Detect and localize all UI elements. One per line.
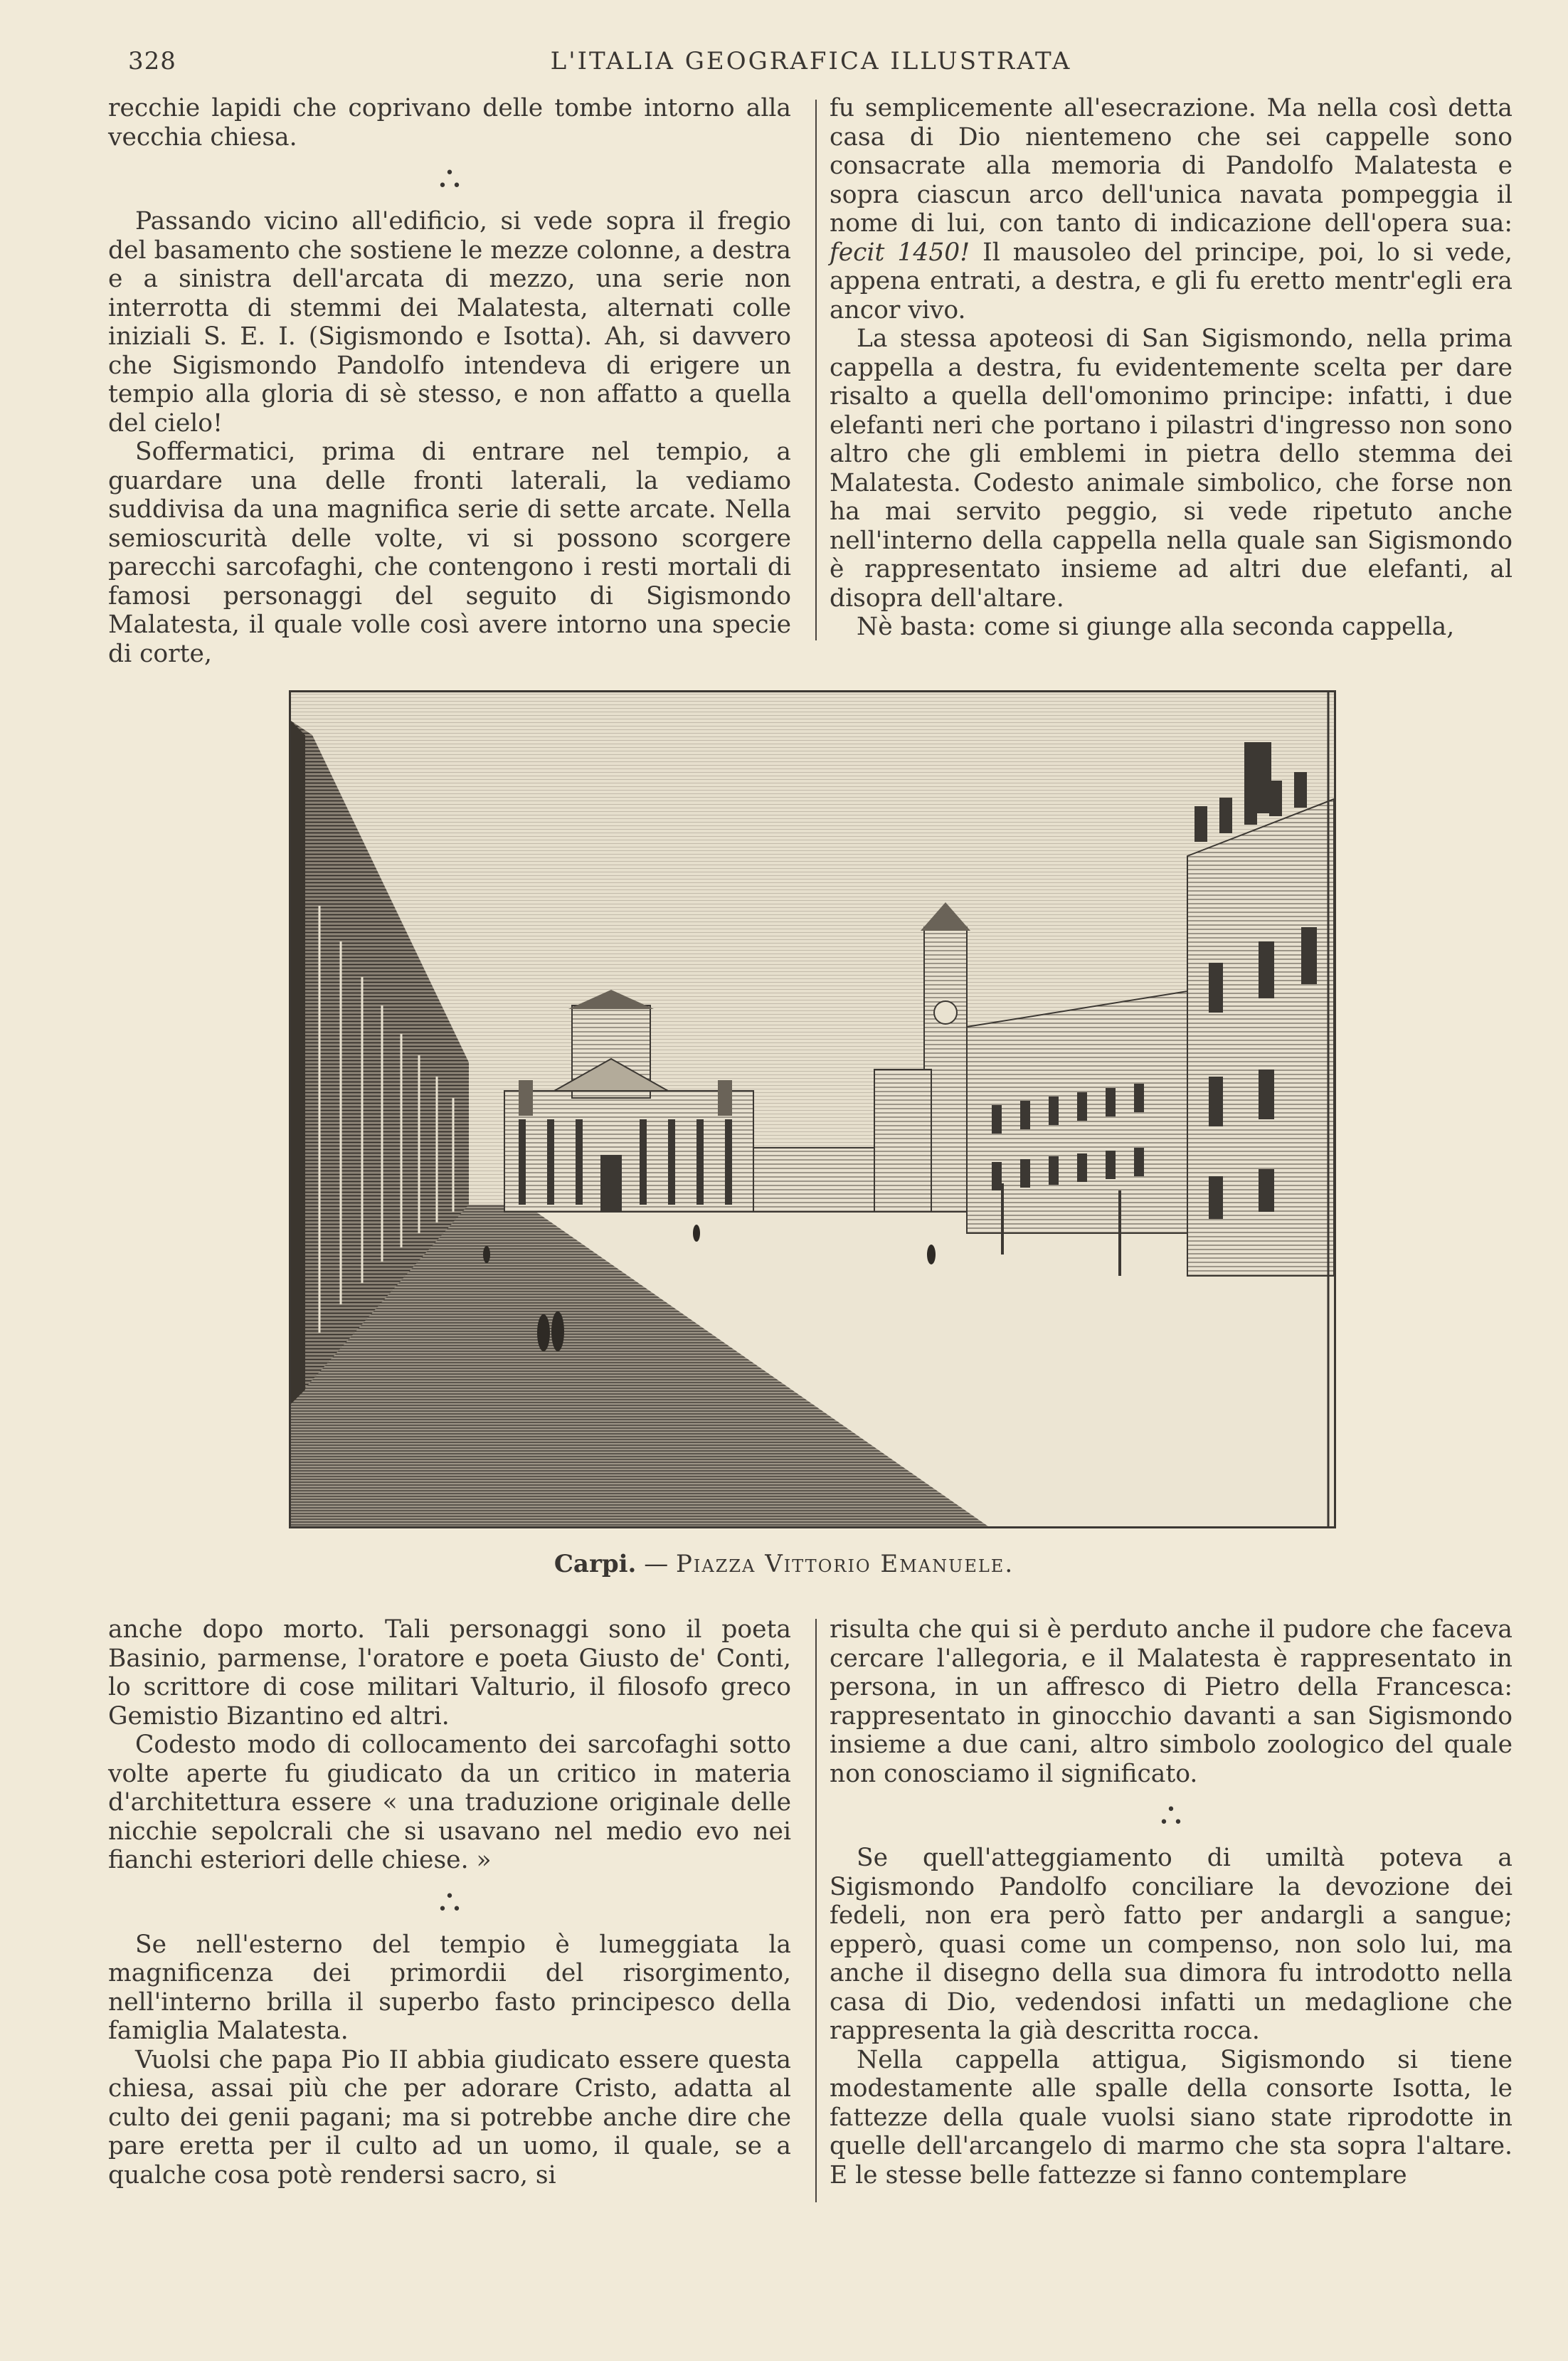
top-left-column [108, 94, 791, 668]
asterism-top: • [445, 164, 455, 182]
column-rule-top [815, 100, 817, 640]
paragraph: Soffermatici, prima di entrare nel tempio, a guardare una delle fronti laterali, la vediamo suddivisa da una magnifica serie di sette arcate. Nella semioscurità delle volte, vi si possono scorgere parecchi sarcofaghi, che contengono i resti mortali di famosi personaggi del seguito di Sigismondo Malatesta, il quale volle così avere intorno una specie di corte, [108, 438, 791, 668]
paragraph: Se nell'esterno del tempio è lumeggiata la magnificenza dei primordii del risorgimento, nell'interno brilla il superbo fasto principesco della famiglia Malatesta. [108, 1930, 791, 2045]
paragraph: anche dopo morto. Tali personaggi sono il poeta Basinio, parmense, l'oratore e poeta Giusto de' Conti, lo scrittore di cose militari Valturio, il filosofo greco Gemistio Bizantino ed altri. [108, 1615, 791, 1731]
text-run: Il mausoleo del principe, poi, lo si vede, appena entrati, a destra, e gli fu eretto mentr'egli era ancor vivo. [830, 238, 1513, 324]
page-header [107, 47, 1515, 83]
paragraph [830, 94, 1513, 324]
running-title: L'ITALIA GEOGRAFICA ILLUSTRATA [550, 47, 1072, 75]
emphasis-date: fecit 1450! [830, 238, 970, 267]
top-right-column [830, 94, 1513, 642]
asterism-top: • [445, 1887, 455, 1906]
paragraph: recchie lapidi che coprivano delle tombe intorno alla vecchia chiesa. [108, 94, 791, 152]
engraving-illustration [291, 692, 1334, 1526]
paragraph: Passando vicino all'edificio, si vede sopra il fregio del basamento che sostiene le mezze colonne, a destra e a sinistra dell'arcata di mezzo, una serie non interrotta di stemmi dei Malatesta, alternati colle iniziali S. E. I. (Sigismondo e Isotta). Ah, si davvero che Sigismondo Pandolfo intendeva di erigere un tempio alla gloria di sè stesso, e non affatto a quella del cielo! [108, 207, 791, 438]
section-asterism [108, 164, 791, 195]
caption-place: Carpi. [553, 1550, 637, 1578]
asterism-top: • [1166, 1801, 1176, 1819]
paragraph: La stessa apoteosi di San Sigismondo, nella prima cappella a destra, fu evidentemente scelta per dare risalto a quella dell'omonimo principe: infatti, i due elefanti neri che portano i pilastri d'ingresso non sono altro che gli emblemi in pietra dello stemma dei Malatesta. Codesto animale simbolico, che forse non ha mai servito peggio, si vede ripetuto anche nell'interno della cappella nella quale san Sigismondo è rappresentato insieme ad altri due elefanti, al disopra dell'altare. [830, 324, 1513, 613]
caption-dash: — [644, 1550, 669, 1578]
paragraph: Nè basta: come si giunge alla seconda cappella, [857, 613, 1455, 641]
engraving-piazza-carpi [289, 690, 1336, 1528]
paragraph: Vuolsi che papa Pio II abbia giudicato essere questa chiesa, assai più che per adorare Cristo, adatta al culto dei genii pagani; ma si potrebbe anche dire che pare eretta per il culto ad un uomo, il quale, se a qualche cosa potè rendersi sacro, si [108, 2045, 791, 2190]
section-asterism [830, 1801, 1513, 1832]
paragraph: Se quell'atteggiamento di umiltà poteva a Sigismondo Pandolfo conciliare la devozione dei fedeli, non era però fatto per andargli a sangue; epperò, quasi come un compenso, non solo lui, ma anche il disegno della sua dimora fu introdotto nella casa di Dio, vedendosi infatti un medaglione che rappresenta la già descritta rocca. [830, 1844, 1513, 2045]
bottom-right-column [830, 1615, 1513, 2190]
text-run: fu semplicemente all'esecrazione. Ma nella così detta casa di Dio nientemeno che sei cappelle sono consacrate alla memoria di Pandolfo Malatesta e sopra ciascun arco dell'unica navata pompeggia il nome di lui, con tanto di indicazione dell'opera sua: [830, 94, 1513, 238]
caption-title: Piazza Vittorio Emanuele. [676, 1550, 1015, 1578]
asterism-bottom: • • [1159, 1814, 1183, 1832]
figure-caption [0, 1550, 1568, 1578]
section-asterism [108, 1887, 791, 1918]
paragraph: Nella cappella attigua, Sigismondo si tiene modestamente alle spalle della consorte Isotta, le fattezze della quale vuolsi siano state riprodotte in quelle dell'arcangelo di marmo che sta sopra l'altare. E le stesse belle fattezze si fanno contemplare [830, 2045, 1513, 2190]
paragraph: risulta che qui si è perduto anche il pudore che faceva cercare l'allegoria, e il Malatesta è rappresentato in persona, in un affresco di Pietro della Francesca: rappresentato in ginocchio davanti a san Sigismondo insieme a due cani, altro simbolo zoologico del quale non conosciamo il significato. [830, 1615, 1513, 1788]
page-number: 328 [128, 47, 176, 75]
paragraph: Codesto modo di collocamento dei sarcofaghi sotto volte aperte fu giudicato da un critico in materia d'architettura essere « una traduzione originale delle nicchie sepolcrali che si usavano nel medio evo nei fianchi esteriori delle chiese. » [108, 1731, 791, 1874]
column-rule-bottom [815, 1619, 817, 2202]
asterism-bottom: • • [438, 177, 462, 195]
asterism-bottom: • • [438, 1900, 462, 1918]
bottom-left-column [108, 1615, 791, 2190]
